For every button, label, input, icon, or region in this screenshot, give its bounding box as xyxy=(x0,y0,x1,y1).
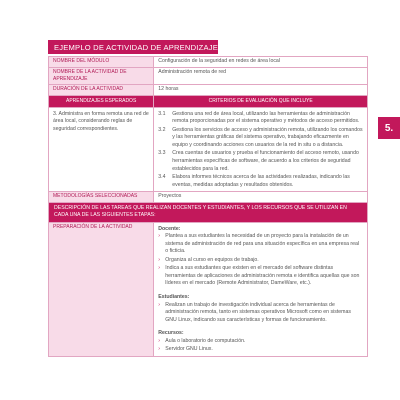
aprendizaje-esperado: 3. Administra en forma remota una red de área local, considerando reglas de seguridad correspondientes. xyxy=(49,107,154,191)
docente-label: Docente: xyxy=(158,225,181,232)
row-headers xyxy=(49,95,368,107)
descripcion-heading: DESCRIPCIÓN DE LAS TAREAS QUE REALIZAN DOCENTES Y ESTUDIANTES, Y LOS RECURSOS QUE SE UTILIZAN EN CADA UNA DE LAS SIGUIENTES ETAPAS: xyxy=(49,202,368,222)
activity-title: EJEMPLO DE ACTIVIDAD DE APRENDIZAJE xyxy=(48,40,218,54)
value-modulo: Configuración de la seguridad en redes de área local xyxy=(154,57,368,68)
label-metodologias: METODOLOGÍAS SELECCIONADAS xyxy=(49,192,154,203)
row-modulo xyxy=(49,57,368,68)
list-item: › Plantea a sus estudiantes la necesidad de un proyecto para la instalación de un sistema de administración de red para una situación específica en una empresa real o ficticia. xyxy=(158,233,360,255)
row-metodologias xyxy=(49,192,368,203)
criterio-item: 3.2 Gestiona los servicios de acceso y administración remota, utilizando los comandos y las herramientas gráficas del sistema operativo, trabajando eficazmente en equipo y coordinando acciones con usuarios de la red in situ o a distancia. xyxy=(158,126,363,148)
docente-list xyxy=(158,233,363,288)
value-duracion: 12 horas xyxy=(154,85,368,96)
row-preparacion xyxy=(49,222,368,356)
row-descripcion xyxy=(49,202,368,222)
chapter-tab: 5. xyxy=(378,117,400,139)
criterio-item: 3.4 Elabora informes técnicos acerca de las actividades realizadas, indicando las eventas, medidas adoptadas y resultados obtenidos. xyxy=(158,174,350,188)
arrow-icon: › xyxy=(158,256,160,263)
arrow-icon: › xyxy=(158,265,160,272)
row-aprendizajes xyxy=(49,107,368,191)
arrow-icon: › xyxy=(158,337,160,344)
list-item: › Servidor GNU Linux. xyxy=(158,346,213,353)
list-item: › Indica a sus estudiantes que existen en el mercado del software distintas herramientas de aplicaciones de administración remota e identifica aquellas que son líderes en el mercado (Remote Administrator, DameWare, etc.). xyxy=(158,265,360,287)
activity-table xyxy=(48,56,368,357)
header-criterios: CRITERIOS DE EVALUACIÓN QUE INCLUYE xyxy=(154,95,368,107)
recursos-list xyxy=(158,338,363,354)
criterio-item: 3.1 Gestiona una red de área local, utilizando las herramientas de administración remota proporcionadas por el sistema operativo y métodos de acceso permitidos. xyxy=(158,110,360,125)
list-item: › Aula o laboratorio de computación. xyxy=(158,337,246,344)
arrow-icon: › xyxy=(158,301,160,308)
preparacion-content xyxy=(154,222,368,356)
criterios-cell xyxy=(154,107,368,191)
row-duracion xyxy=(49,85,368,96)
list-item: › Realizan un trabajo de investigación individual acerca de herramientas de administración remota, tanto en sistemas operativos Microsoft como en sistemas GNU Linux, indicando sus características y formas de funcionamiento. xyxy=(158,301,351,323)
estudiantes-label: Estudiantes: xyxy=(158,293,190,300)
recursos-label: Recursos: xyxy=(158,330,184,337)
row-actividad xyxy=(49,67,368,85)
label-duracion: DURACIÓN DE LA ACTIVIDAD xyxy=(49,85,154,96)
arrow-icon: › xyxy=(158,233,160,240)
list-item: › Organiza al curso en equipos de trabajo. xyxy=(158,256,259,263)
label-preparacion: PREPARACIÓN DE LA ACTIVIDAD xyxy=(49,222,154,356)
label-actividad: NOMBRE DE LA ACTIVIDAD DE APRENDIZAJE xyxy=(49,67,154,85)
estudiantes-list xyxy=(158,302,363,325)
value-actividad: Administración remota de red xyxy=(154,67,368,85)
criterio-item: 3.3 Crea cuentas de usuarios y prueba el funcionamiento del acceso remoto, usando herramientas específicas de software, de acuerdo a los criterios de seguridad establecidos para la red. xyxy=(158,150,359,172)
label-modulo: NOMBRE DEL MÓDULO xyxy=(49,57,154,68)
value-metodologias: Proyectos xyxy=(154,192,368,203)
arrow-icon: › xyxy=(158,346,160,353)
header-aprendizajes: APRENDIZAJES ESPERADOS xyxy=(49,95,154,107)
criterios-list xyxy=(158,111,363,189)
